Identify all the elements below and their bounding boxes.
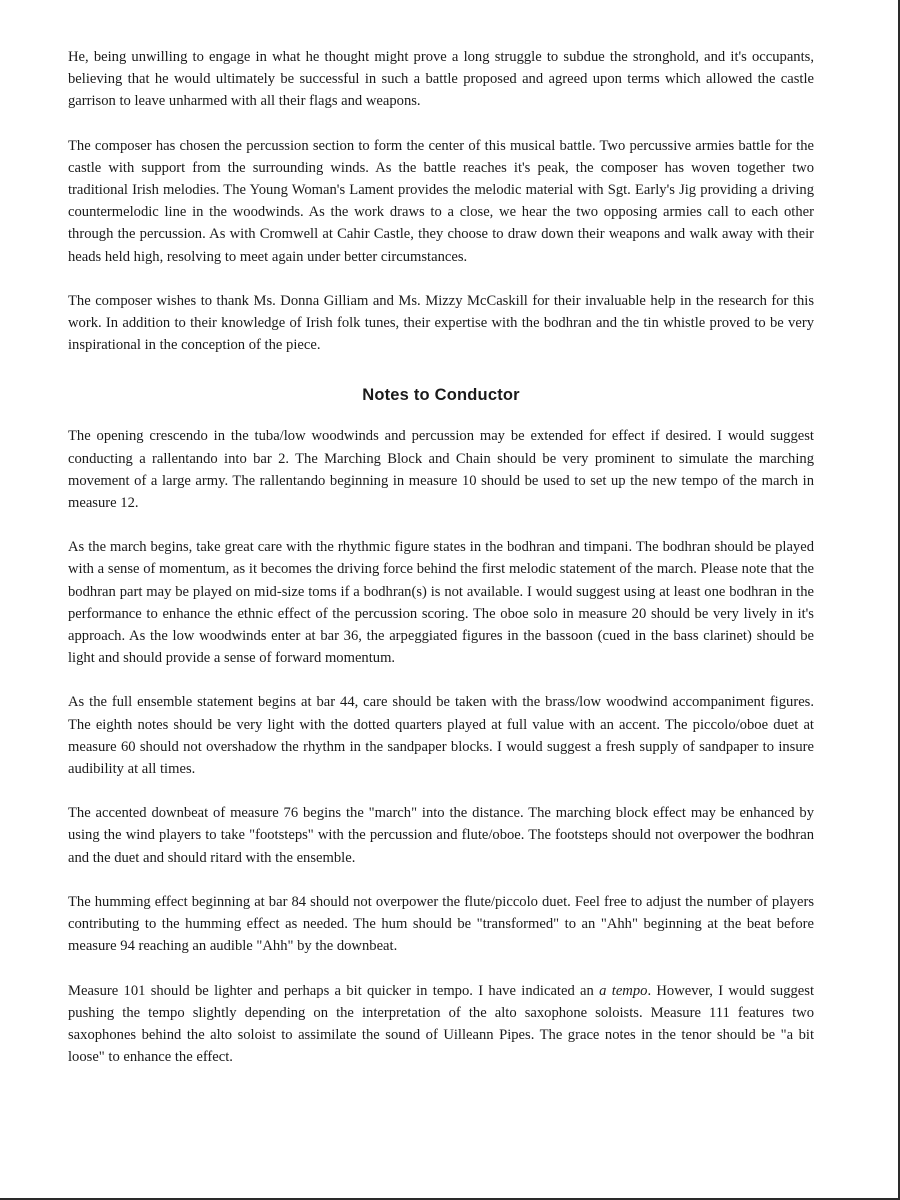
notes-paragraph-1: The opening crescendo in the tuba/low woodwinds and percussion may be extended for effect if desired. I would suggest conducting a rallentando into bar 2. The Marching Block and Chain should be very prominent to simulate the marching movement of a large army. The rallentando beginning in measure 10 should be used to set up the new tempo of the march in measure 12. <box>68 428 814 512</box>
intro-paragraph-2: The composer has chosen the percussion section to form the center of this musical battle. Two percussive armies battle for the castle with support from the surrounding winds. As the battle reaches it's peak, the composer has woven together two traditional Irish melodies. The Young Woman's Lament provides the melodic material with Sgt. Early's Jig providing a driving countermelodic line in the woodwinds. As the work draws to a close, we hear the two opposing armies call to each other through the percussion. As with Cromwell at Cahir Castle, they choose to draw down their weapons and walk away with their heads held high, resolving to meet again under better circumstances. <box>68 137 814 265</box>
notes-paragraph-2: As the march begins, take great care with the rhythmic figure states in the bodhran and timpani. The bodhran should be played with a sense of momentum, as it becomes the driving force behind the first melodic statement of the march. Please note that the bodhran part may be played on mid-size toms if a bodhran(s) is not available. I would suggest using at least one bodhran in the performance to enhance the ethnic effect of the percussion scoring. The oboe solo in measure 20 should be very lively in it's approach. As the low woodwinds enter at bar 36, the arpeggiated figures in the bassoon (cued in the bass clarinet) should be light and should provide a sense of forward momentum. <box>68 539 814 667</box>
notes-paragraph-6 <box>68 980 814 1069</box>
intro-paragraph-1: He, being unwilling to engage in what he thought might prove a long struggle to subdue the stronghold, and it's occupants, believing that he would ultimately be successful in such a battle proposed and agreed upon terms which allowed the castle garrison to leave unharmed with all their flags and weapons. <box>68 49 814 110</box>
notes-paragraph-5: The humming effect beginning at bar 84 should not overpower the flute/piccolo duet. Feel free to adjust the number of players contributing to the humming effect as needed. The hum should be "transformed" to an "Ahh" beginning at the beat before measure 94 reaching an audible "Ahh" by the downbeat. <box>68 893 814 955</box>
notes-paragraph-6-text-a: Measure 101 should be lighter and perhaps a bit quicker in tempo. I have indicated an <box>68 982 600 999</box>
notes-paragraph-6-text-b: . However, I would suggest pushing the tempo slightly depending on the interpretation of the alto saxophone soloists. Measure 111 features two saxophones behind the alto soloist to assimilate the sound of Uilleann Pipes. The grace notes in the tenor should be "a bit loose" to enhance the effect. <box>68 982 815 1066</box>
intro-paragraph-3: The composer wishes to thank Ms. Donna Gilliam and Ms. Mizzy McCaskill for their invaluable help in the research for this work. In addition to their knowledge of Irish folk tunes, their expertise with the bodhran and the tin whistle proved to be very inspirational in the conception of the piece. <box>68 292 814 354</box>
document-page <box>68 46 814 1090</box>
section-title-notes-to-conductor: Notes to Conductor <box>362 386 520 405</box>
notes-paragraph-4: The accented downbeat of measure 76 begins the "march" into the distance. The marching block effect may be enhanced by using the wind players to take "footsteps" with the percussion and flute/oboe. The footsteps should not overpower the bodhran and the duet and should ritard with the ensemble. <box>68 805 814 866</box>
notes-paragraph-3: As the full ensemble statement begins at bar 44, care should be taken with the brass/low woodwind accompaniment figures. The eighth notes should be very light with the dotted quarters played at full value with an accent. The piccolo/oboe duet at measure 60 should not overshadow the rhythm in the sandpaper blocks. I would suggest a fresh supply of sandpaper to insure audibility at all times. <box>68 694 814 778</box>
a-tempo-italic: a tempo <box>599 982 648 999</box>
